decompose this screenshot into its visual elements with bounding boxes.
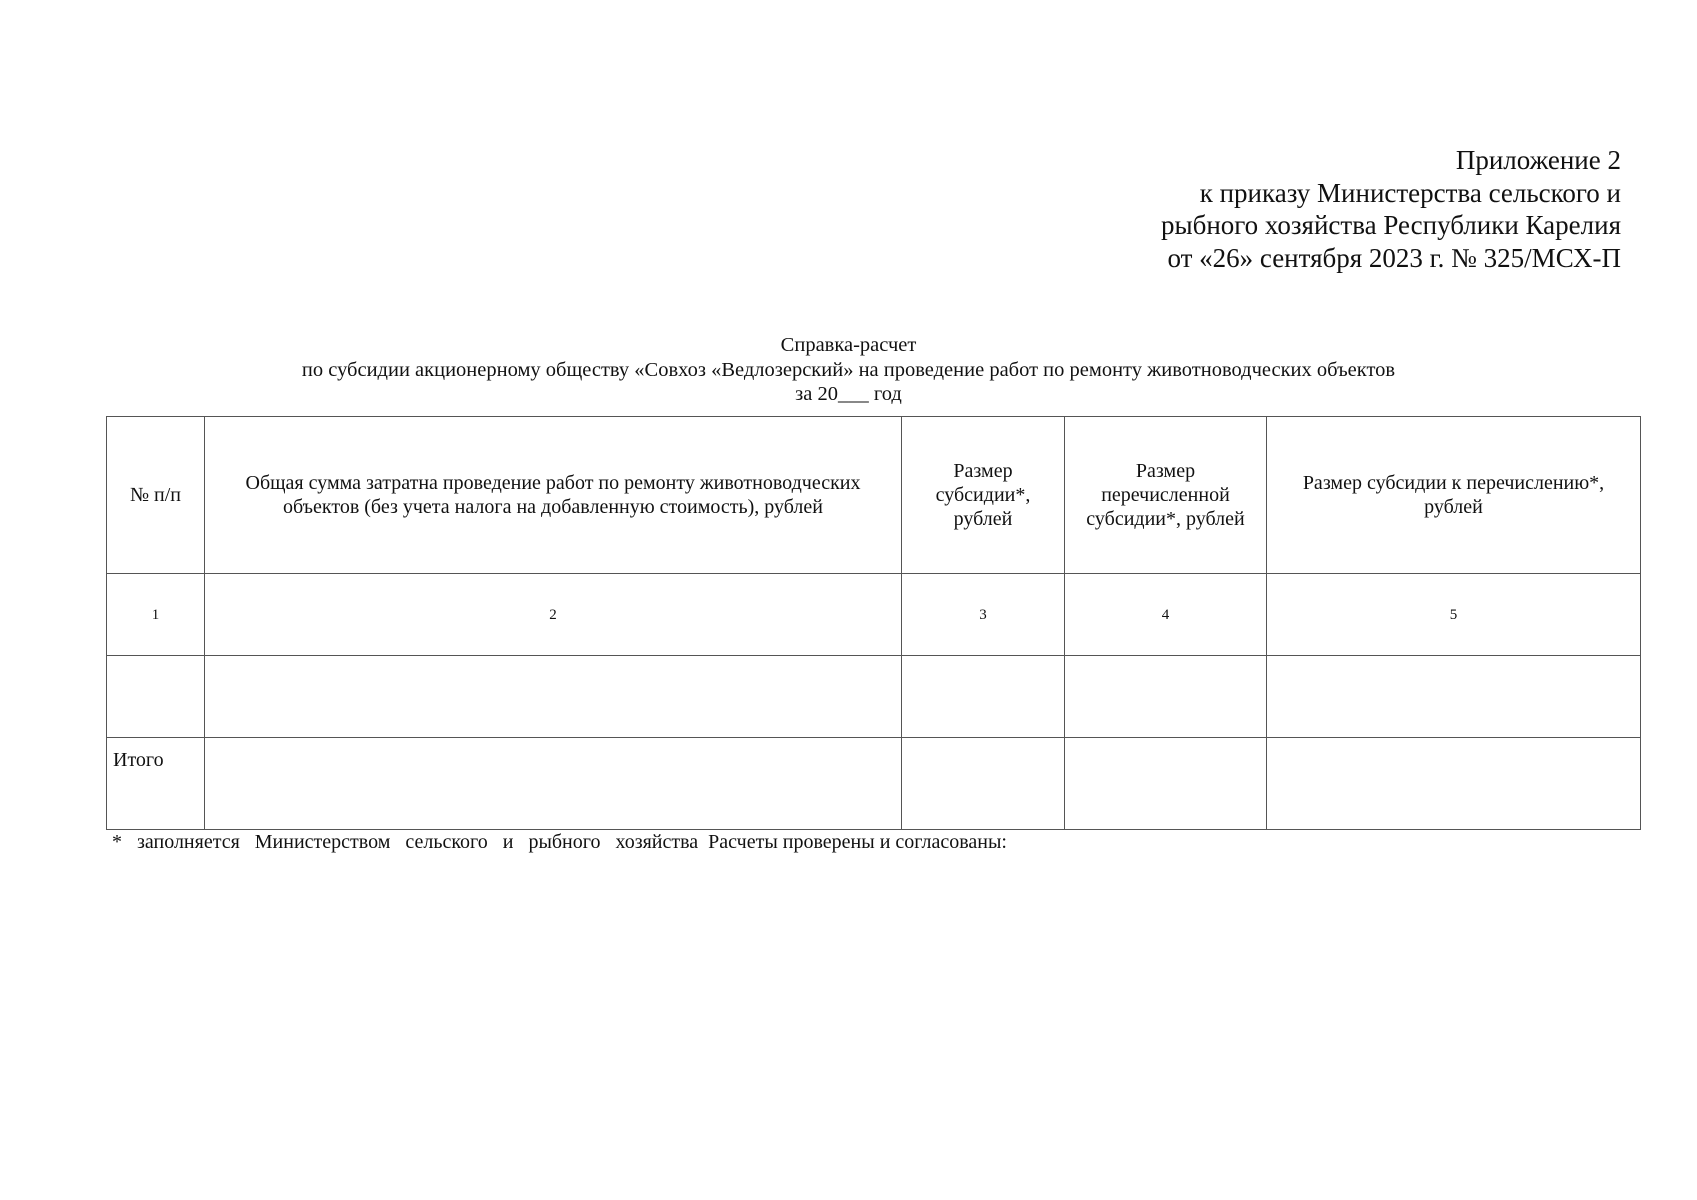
blank-cell [902,738,1065,830]
column-number-cell: 4 [1065,574,1267,656]
appendix-line-2: к приказу Министерства сельского и [1199,177,1621,208]
column-number-cell: 1 [107,574,205,656]
table-header-row [107,417,1641,574]
blank-cell [1065,738,1267,830]
total-label: Итого [107,738,205,830]
document-subtitle: по субсидии акционерному обществу «Совхоз «Ведлозерский» на проведение работ по ремонту животноводческих объектов [301,358,1396,381]
header-cell-subsidy-amount: Размер субсидии*, рублей [902,417,1065,574]
appendix-line-1: Приложение 2 [1455,145,1621,175]
header-cell-subsidy-to-transfer: Размер субсидии к перечислению*, рублей [1267,417,1641,574]
blank-cell [1267,656,1641,738]
document-period: за 20___ год [795,383,902,405]
blank-cell [205,738,902,830]
column-number-cell: 3 [902,574,1065,656]
document-title: Справка-расчет [780,334,917,356]
appendix-line-4: от «26» сентября 2023 г. № 325/МСХ-П [1167,242,1621,273]
document-heading [0,333,1697,407]
blank-cell [205,656,902,738]
blank-cell [1267,738,1641,830]
appendix-block [1161,144,1621,274]
column-number-cell: 5 [1267,574,1641,656]
header-cell-transferred-subsidy: Размер перечисленной субсидии*, рублей [1065,417,1267,574]
footnote: * заполняется Министерством сельского и рыбного хозяйства Расчеты проверены и согласованы: [112,831,1007,853]
appendix-line-3: рыбного хозяйства Республики Карелия [1160,210,1621,240]
blank-cell [902,656,1065,738]
header-cell-total-costs: Общая сумма затратна проведение работ по ремонту животноводческих объектов (без учета налога на добавленную стоимость), рублей [205,417,902,574]
header-cell-number: № п/п [107,417,205,574]
table-row [107,656,1641,738]
blank-cell [107,656,205,738]
total-row [107,738,1641,830]
blank-cell [1065,656,1267,738]
column-number-row [107,574,1641,656]
calculation-table [106,416,1641,830]
column-number-cell: 2 [205,574,902,656]
